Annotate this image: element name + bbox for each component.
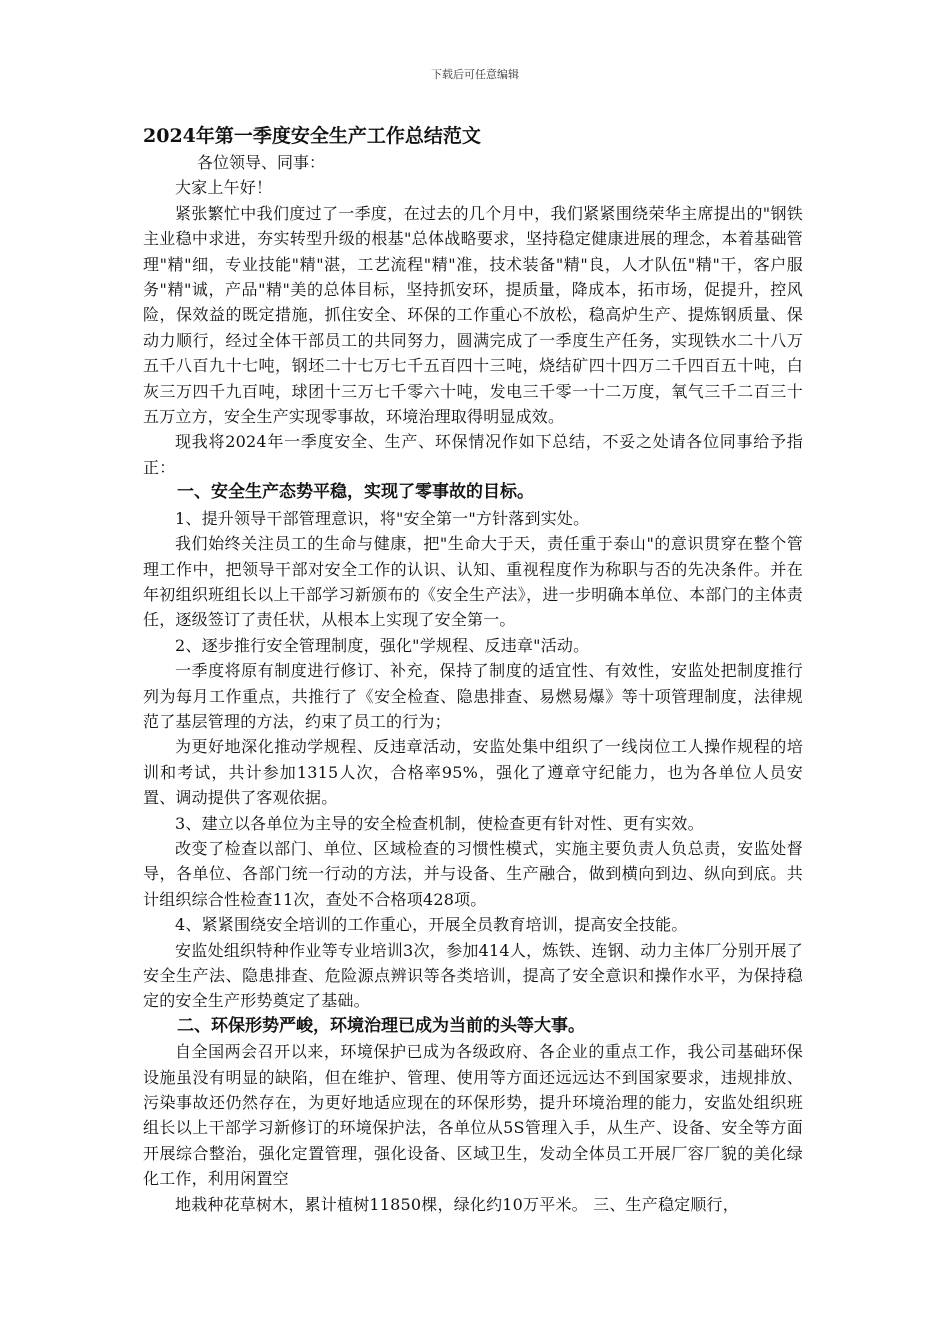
subheading: 4、紧紧围绕安全培训的工作重心，开展全员教育培训，提高安全技能。 <box>175 915 688 935</box>
section-heading: 二、环保形势严峻，环境治理已成为当前的头等大事。 <box>177 1015 585 1036</box>
paragraph: 改变了检查以部门、单位、区域检查的习惯性模式，实施主要负责人负总责，安监处督导，各单位、各部门统一行动的方法，并与设备、生产融合，做到横向到边、纵向到底。共计组织综合性检查11次，查处不合格项428项。 <box>143 838 803 909</box>
section-heading: 一、安全生产态势平稳，实现了零事故的目标。 <box>177 482 534 503</box>
hello-line: 大家上午好！ <box>175 178 273 198</box>
paragraph: 我们始终关注员工的生命与健康，把"生命大于天，责任重于泰山"的意识贯穿在整个管理工作中，把领导干部对安全工作的认识、认知、重视程度作为称职与否的先决条件。并在年初组织班组长以上干部学习新颁布的《安全生产法》，进一步明确本单位、本部门的主体责任，逐级签订了责任状，从根本上实现了安全第一。 <box>143 534 803 630</box>
page-header: 下载后可任意编辑 <box>431 68 519 81</box>
paragraph: 安监处组织特种作业等专业培训3次，参加414人，炼铁、连钢、动力主体厂分别开展了安全生产法、隐患排查、危险源点辨识等各类培训，提高了安全意识和操作水平，为保持稳定的安全生产形势奠定了基础。 <box>143 940 803 1011</box>
paragraph: 现我将2024年一季度安全、生产、环保情况作如下总结，不妥之处请各位同事给予指正： <box>143 432 803 477</box>
document-title: 2024年第一季度安全生产工作总结范文 <box>143 125 481 147</box>
greeting: 各位领导、同事： <box>197 153 326 172</box>
subheading: 1、提升领导干部管理意识，将"安全第一"方针落到实处。 <box>175 508 590 528</box>
subheading: 3、建立以各单位为主导的安全检查机制，使检查更有针对性、更有实效。 <box>175 813 704 833</box>
document-body <box>143 122 803 1217</box>
paragraph: 自全国两会召开以来，环境保护已成为各级政府、各企业的重点工作，我公司基础环保设施虽没有明显的缺陷，但在维护、管理、使用等方面还远远达不到国家要求，违规排放、污染事故还仍然存在，为更好地适应现在的环保形势，提升环境治理的能力，安监处组织班组长以上干部学习新修订的环境保护法，各单位从5S管理入手，从生产、设备、安全等方面开展综合整治，强化定置管理，强化设备、区域卫生，发动全体员工开展厂容厂貌的美化绿化工作，利用闲置空 <box>143 1042 803 1189</box>
paragraph: 紧张繁忙中我们度过了一季度，在过去的几个月中，我们紧紧围绕荣华主席提出的"钢铁主业稳中求进，夯实转型升级的根基"总体战略要求，坚持稳定健康进展的理念，本着基础管理"精"细，专业技能"精"湛，工艺流程"精"准，技术装备"精"良，人才队伍"精"干，客户服务"精"诚，产品"精"美的总体目标，坚持抓安环，提质量，降成本，拓市场，促提升，控风险，保效益的既定措施，抓住安全、环保的工作重心不放松，稳高炉生产、提炼钢质量、保动力顺行，经过全体干部员工的共同努力，圆满完成了一季度生产任务，实现铁水二十八万五千八百九十七吨，钢坯二十七万七千五百四十三吨，烧结矿四十四万二千四百五十吨，白灰三万四千九百吨，球团十三万七千零六十吨，发电三千零一十二万度，氧气三千二百三十五万立方，安全生产实现零事故，环境治理取得明显成效。 <box>143 203 803 427</box>
paragraph: 地栽种花草树木，累计植树11850棵，绿化约10万平米。 三、生产稳定顺行， <box>175 1194 739 1214</box>
paragraph: 为更好地深化推动学规程、反违章活动，安监处集中组织了一线岗位工人操作规程的培训和考试，共计参加1315人次，合格率95%，强化了遵章守纪能力，也为各单位人员安置、调动提供了客观依据。 <box>143 737 803 808</box>
paragraph: 一季度将原有制度进行修订、补充，保持了制度的适宜性、有效性，安监处把制度推行列为每月工作重点，共推行了《安全检查、隐患排查、易燃易爆》等十项管理制度，法律规范了基层管理的方法，约束了员工的行为； <box>143 661 803 731</box>
subheading: 2、逐步推行安全管理制度，强化"学规程、反违章"活动。 <box>175 635 590 655</box>
